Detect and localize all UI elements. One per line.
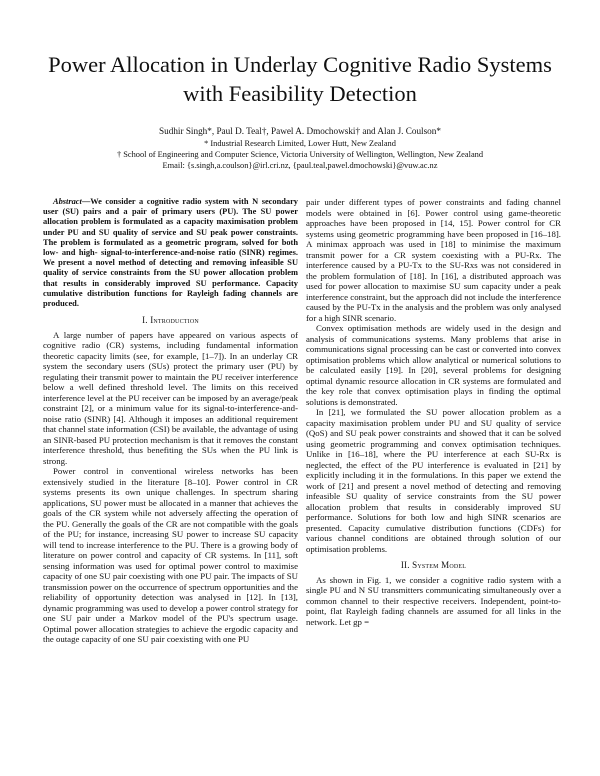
section-number: I.: [142, 315, 148, 326]
right-paragraph-2: Convex optimisation methods are widely used in the design and analysis of communications systems. Many problems that arise in communications signal processing can be cast or converted into convex optimisation problems which allow analytical or numerical solutions to be calculated easily [19]. In [20], several problems for designing optimal dynamic resource allocation in CR systems are formulated and the key role that convex optimisation plays in finding the optimal solutions is demonstrated.: [306, 323, 561, 407]
abstract-text: —We consider a cognitive radio system with N secondary user (SU) pairs and a pair of primary users (PU). The SU power allocation problem is formulated as a capacity maximisation problem under PU and SU quality of service and SU peak power constraints. The problem is formulated as a geometric program, solved for both low- and high- signal-to-interference-and-noise ratio (SINR) regimes. We present a novel method of detecting and removing infeasible SU quality of service constraints from the SU power allocation problem that results in considerably improved SU performance. Capacity cumulative distribution functions for Rayleigh fading channels are produced.: [43, 197, 298, 309]
abstract: [43, 197, 298, 309]
left-column: [43, 197, 298, 645]
section-title: System Model: [412, 560, 467, 570]
right-column: [306, 197, 561, 627]
author-emails: Email: {s.singh,a.coulson}@irl.cri.nz, {paul.teal,pawel.dmochowski}@vuw.ac.nz: [162, 161, 438, 170]
right-paragraph-3: In [21], we formulated the SU power allocation problem as a capacity maximisation problem under PU and SU quality of service (QoS) and SU peak power constraints and showed that it can be solved using geometric programming and convex optimisation techniques. Unlike in [16–18], where the PU interference at each SU-Rx is neglected, the effect of the PU interference is evaluated in [21] by explicitly including it in the formulations. In this paper we extend the work of [21] and present a novel method of detecting and removing infeasible SU quality of service constraints from the SU power allocation problem that results in considerably improved SU performance. Solutions for both low and high SINR scenarios are presented. Capacity cumulative distribution functions (CDFs) for various channel conditions are obtained through solution of our optimisation problems.: [306, 407, 561, 554]
system-model-paragraph: As shown in Fig. 1, we consider a cognitive radio system with a single PU and N SU transmitters communicating simultaneously over a common channel to their respective receivers. Independent, point-to-point, flat Rayleigh fading channels are assumed for all links in the network. Let gp =: [306, 574, 561, 627]
section-number: II.: [400, 560, 410, 570]
abstract-label: Abstract: [53, 197, 82, 206]
section-heading-introduction: [43, 315, 298, 326]
right-paragraph-1: pair under different types of power constraints and fading channel models were obtained in [6]. Power control using game-theoretic approaches have been proposed in [14, 15]. Power control for CR systems using geometric programming have been proposed in [16–18]. A minimax approach was used in [18] to minimise the maximum transmit power for a CR system coexisting with a PU-Rx. The interference caused by a PU-Tx to the SU-Rxs was not considered in the problem formulation of [18]. In [16], a distributed approach was used for power allocation to maximise SU sum capacity under a peak interference constraint, but the approach did not include the interference caused by the PU-Tx in the analysis and the problem was only analysed for a high SINR scenario.: [306, 197, 561, 323]
intro-paragraph-2: Power control in conventional wireless networks has been extensively studied in the literature [8–10]. Power control in CR systems presents its own unique challenges. In spectrum sharing applications, SU power must be allocated in a manner that achieves the goals of the CR system while not adversely affecting the operation of the PU. Generally the goals of the CR are not compatible with the goals of the PU; for instance, increasing SU power to increase SU capacity will tend to increase interference to the PU. There is a growing body of literature on power control and capacity of CR systems. In [11], soft sensing information was used for optimal power control to maximise capacity of one SU pair coexisting with one PU pair. The impacts of SU transmission power on the occurrence of spectrum opportunities and the reliability of opportunity detection was analysed in [12]. In [13], dynamic programming was used to develop a power control strategy for one SU pair under a Markov model of the PU's spectrum usage. Optimal power allocation strategies to achieve the ergodic capacity and the outage capacity of one SU pair coexisting with one PU: [43, 466, 298, 645]
author-names: Sudhir Singh*, Paul D. Teal†, Pawel A. Dmochowski† and Alan J. Coulson*: [159, 126, 441, 136]
intro-paragraph-1: A large number of papers have appeared on various aspects of cognitive radio (CR) systems, including fundamental information theoretic capacity limits (see, for example, [1–7]). In an underlay CR system the secondary users (SUs) protect the primary user (PU) by regulating their transmit power to maintain the PU receiver interference below a well defined threshold level. The limits on this received interference level at the PU receiver can be imposed by an average/peak constraint [2], or a minimum value for its signal-to-interference-and-noise ratio (SINR) [4]. Although it imposes an additional requirement that channel state information (CSI) be available, the advantage of using an SINR-based PU protection mechanism is that it removes the constant interference threshold, thus benefiting the SUs when the PU link is strong.: [43, 329, 298, 466]
section-heading-system-model: [306, 560, 561, 571]
affiliation-1: * Industrial Research Limited, Lower Hutt, New Zealand: [204, 139, 396, 148]
section-title: Introduction: [150, 315, 199, 326]
author-block: [40, 126, 560, 171]
affiliation-2: † School of Engineering and Computer Science, Victoria University of Wellington, Wellington, New Zealand: [116, 150, 484, 159]
paper-title: Power Allocation in Underlay Cognitive Radio Systems with Feasibility Detection: [48, 52, 552, 106]
